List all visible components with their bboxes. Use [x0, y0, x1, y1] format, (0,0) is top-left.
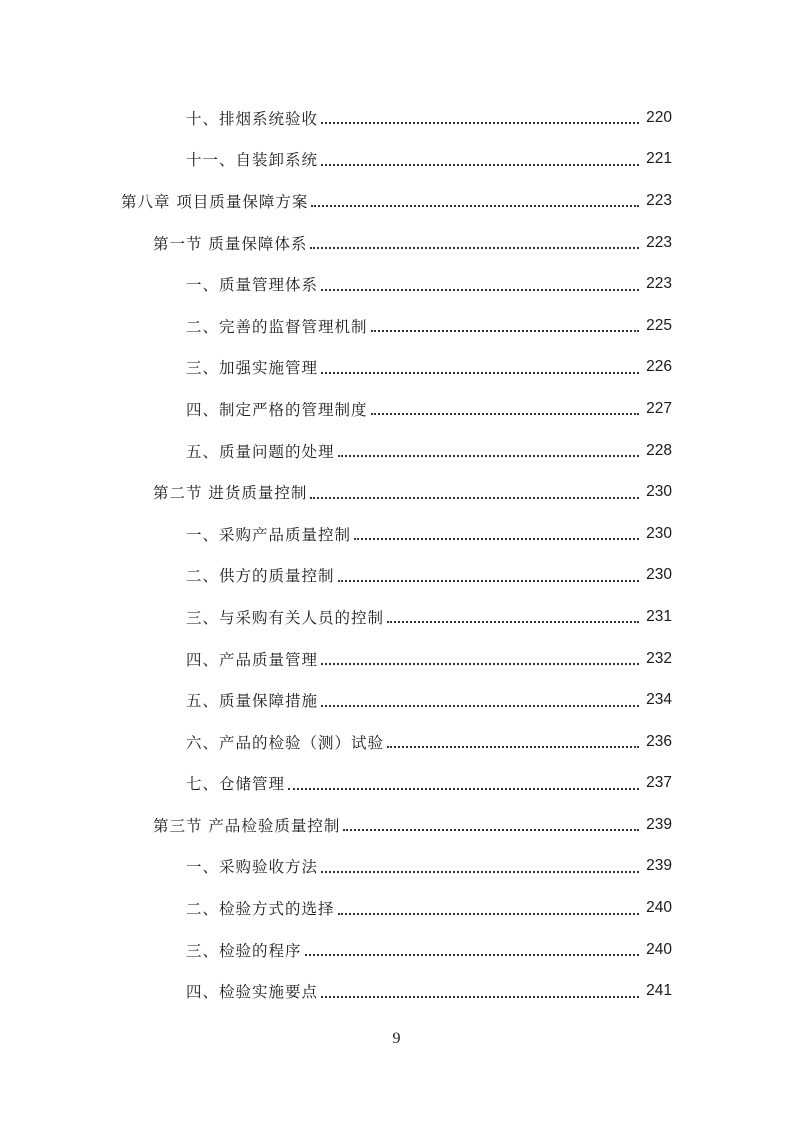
dot-leader: [321, 121, 639, 124]
toc-entry-page: 237: [646, 774, 672, 792]
toc-entry-page: 239: [646, 857, 672, 875]
toc-entry[interactable]: [0, 347, 793, 389]
toc-entry-title: 四、检验实施要点: [186, 983, 319, 1002]
toc-entry-title: 六、产品的检验（测）试验: [186, 733, 385, 752]
toc-entry-page: 232: [646, 649, 672, 667]
toc-entry-page: 220: [646, 108, 672, 126]
toc-entry-page: 223: [646, 233, 672, 251]
toc-entry-page: 230: [646, 566, 672, 584]
toc-entry-page: 227: [646, 399, 672, 417]
toc-entry-title: 第八章 项目质量保障方案: [121, 192, 309, 211]
toc-entry-title: 十一、自装卸系统: [186, 151, 319, 170]
toc-entry-title: 一、采购验收方法: [186, 858, 319, 877]
dot-leader: [310, 496, 639, 499]
toc-entry-section[interactable]: [0, 222, 793, 264]
dot-leader: [321, 371, 639, 374]
toc-entry[interactable]: [0, 97, 793, 139]
dot-leader: [321, 163, 639, 166]
toc-entry-title: 三、检验的程序: [186, 941, 302, 960]
toc-entry[interactable]: [0, 763, 793, 805]
toc-entry-title: 一、质量管理体系: [186, 276, 319, 295]
toc-entry-title: 四、制定严格的管理制度: [186, 400, 368, 419]
toc-entry-section[interactable]: [0, 804, 793, 846]
toc-entry-page: 226: [646, 358, 672, 376]
dot-leader: [305, 953, 639, 956]
toc-entry-page: 230: [646, 483, 672, 501]
toc-entry-page: 236: [646, 732, 672, 750]
toc-entry-page: 223: [646, 275, 672, 293]
dot-leader: [371, 329, 639, 332]
dot-leader: [343, 828, 639, 831]
toc-entry-title: 一、采购产品质量控制: [186, 525, 352, 544]
toc-entry[interactable]: [0, 846, 793, 888]
toc-entry-page: 221: [646, 150, 672, 168]
toc-entry-page: 223: [646, 191, 672, 209]
toc-entry-title: 三、加强实施管理: [186, 359, 319, 378]
toc-entry[interactable]: [0, 430, 793, 472]
toc-entry-chapter[interactable]: [0, 180, 793, 222]
toc-entry-title: 二、供方的质量控制: [186, 567, 335, 586]
toc-entry-title: 五、质量问题的处理: [186, 442, 335, 461]
dot-leader: [288, 787, 639, 790]
toc-entry-title: 第三节 产品检验质量控制: [153, 816, 341, 835]
toc-entry[interactable]: [0, 721, 793, 763]
toc-entry[interactable]: [0, 513, 793, 555]
toc-entry[interactable]: [0, 970, 793, 1012]
toc-entry[interactable]: [0, 555, 793, 597]
dot-leader: [321, 662, 639, 665]
toc-entry-title: 三、与采购有关人员的控制: [186, 608, 385, 627]
toc-entry-title: 第一节 质量保障体系: [153, 234, 308, 253]
toc-entry-page: 230: [646, 524, 672, 542]
dot-leader: [321, 870, 639, 873]
toc-entry-section[interactable]: [0, 471, 793, 513]
toc-entry[interactable]: [0, 305, 793, 347]
toc-entry-title: 五、质量保障措施: [186, 692, 319, 711]
toc-entry[interactable]: [0, 679, 793, 721]
toc-entry[interactable]: [0, 263, 793, 305]
dot-leader: [338, 579, 639, 582]
toc-entry-page: 228: [646, 441, 672, 459]
toc-entry-page: 234: [646, 691, 672, 709]
dot-leader: [321, 704, 639, 707]
dot-leader: [338, 454, 639, 457]
dot-leader: [321, 995, 639, 998]
toc-entry-page: 240: [646, 899, 672, 917]
table-of-contents: [0, 97, 793, 1012]
toc-entry[interactable]: [0, 139, 793, 181]
toc-entry-page: 225: [646, 316, 672, 334]
toc-entry-title: 二、完善的监督管理机制: [186, 317, 368, 336]
toc-entry-title: 十、排烟系统验收: [186, 109, 319, 128]
toc-entry[interactable]: [0, 596, 793, 638]
dot-leader: [387, 620, 639, 623]
dot-leader: [310, 246, 639, 249]
toc-entry[interactable]: [0, 388, 793, 430]
toc-entry-page: 231: [646, 607, 672, 625]
toc-entry-title: 七、仓储管理: [186, 775, 286, 794]
toc-entry[interactable]: [0, 887, 793, 929]
toc-entry-title: 四、产品质量管理: [186, 650, 319, 669]
dot-leader: [338, 912, 639, 915]
dot-leader: [371, 412, 639, 415]
toc-entry[interactable]: [0, 638, 793, 680]
page-number: 9: [392, 1030, 401, 1047]
toc-entry-page: 240: [646, 940, 672, 958]
dot-leader: [321, 288, 639, 291]
toc-entry-page: 241: [646, 982, 672, 1000]
toc-entry[interactable]: [0, 929, 793, 971]
toc-entry-title: 第二节 进货质量控制: [153, 484, 308, 503]
dot-leader: [387, 745, 639, 748]
dot-leader: [354, 537, 639, 540]
dot-leader: [311, 204, 639, 207]
toc-entry-title: 二、检验方式的选择: [186, 900, 335, 919]
toc-entry-page: 239: [646, 815, 672, 833]
